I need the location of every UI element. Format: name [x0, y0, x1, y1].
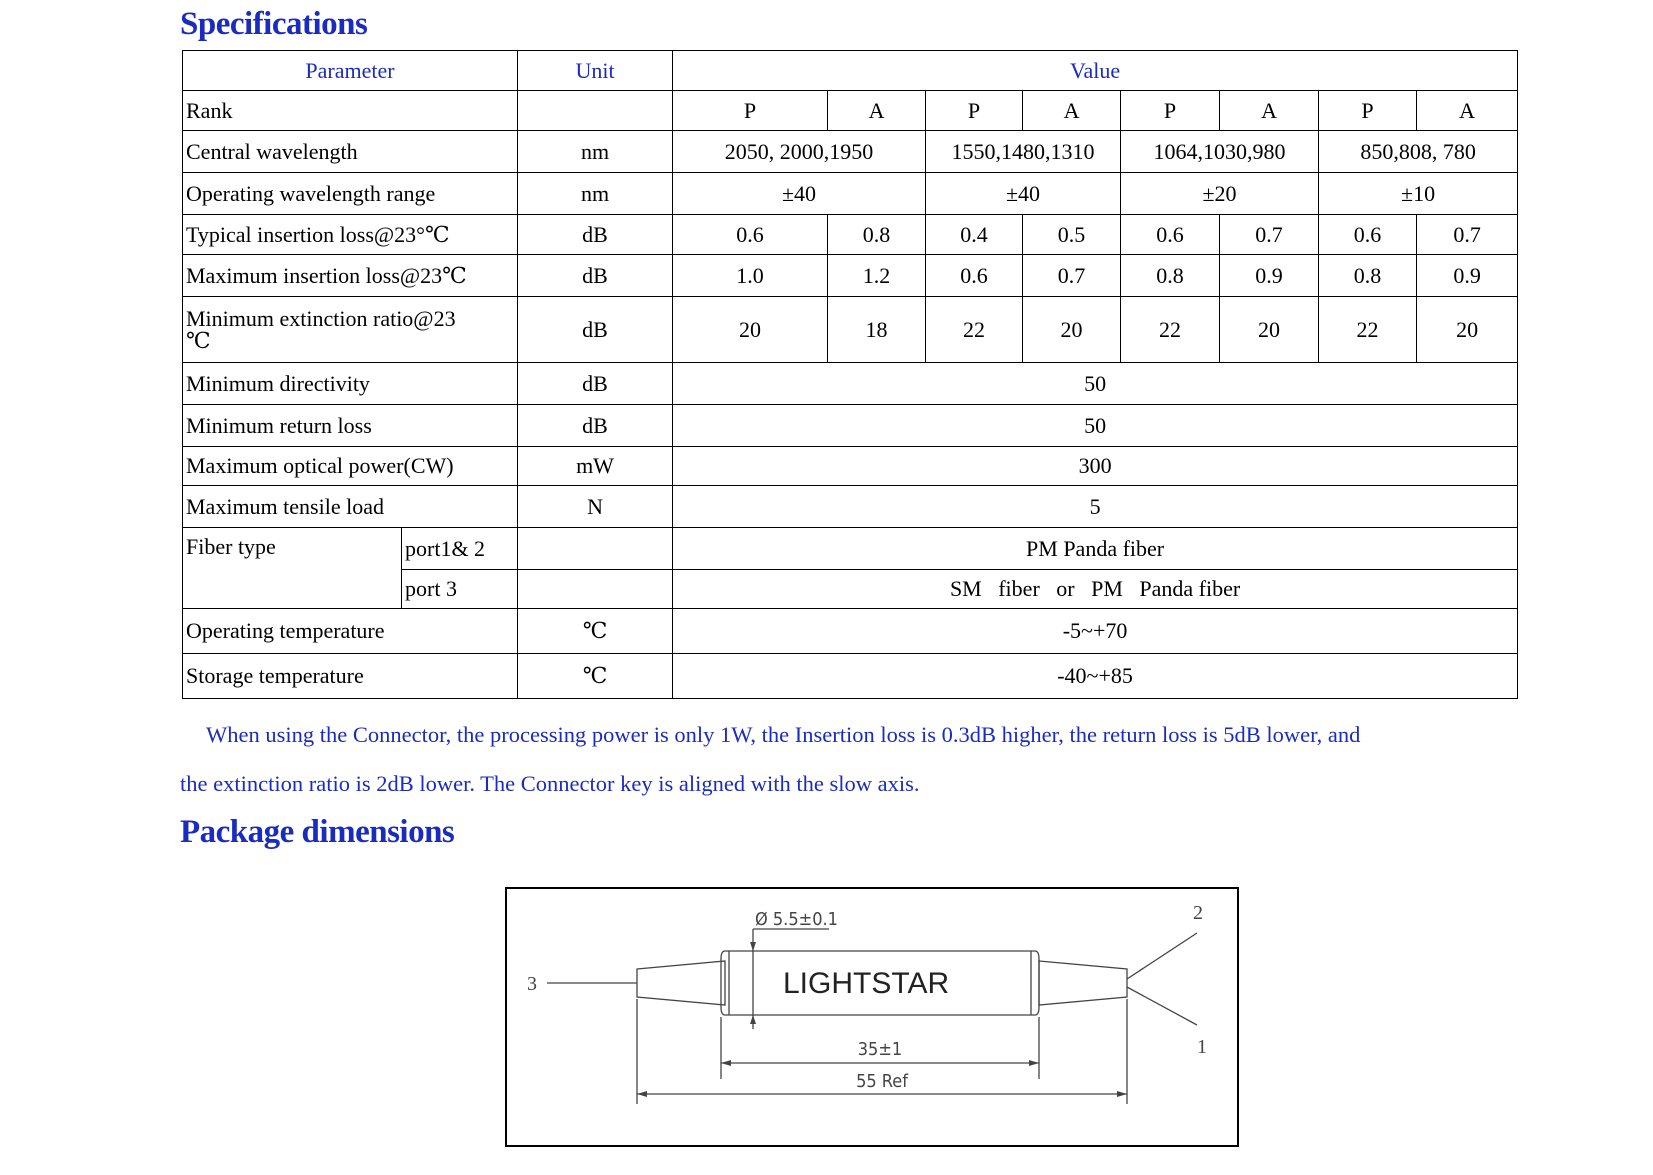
rank-cell: P [1319, 91, 1417, 131]
unit-cell: N [518, 486, 673, 528]
value-cell: SM fiber or PM Panda fiber [673, 570, 1518, 609]
value-cell: 1064,1030,980 [1121, 131, 1319, 173]
rank-cell: P [673, 91, 828, 131]
package-drawing [505, 887, 1239, 1147]
unit-cell: ℃ [518, 609, 673, 654]
table-row [183, 609, 1518, 654]
left-boot [637, 961, 725, 1005]
port-3-label: 3 [527, 973, 537, 995]
connector-note-line1: When using the Connector, the processing power is only 1W, the Insertion loss is 0.3dB higher, the return loss is 5dB lower, and [206, 722, 1361, 747]
value-cell: 1550,1480,1310 [926, 131, 1121, 173]
rank-cell: A [1023, 91, 1121, 131]
row-label: Maximum insertion loss@23℃ [183, 255, 518, 297]
row-label: Maximum tensile load [183, 486, 518, 528]
unit-cell: dB [518, 297, 673, 363]
row-label: Storage temperature [183, 654, 518, 699]
value-cell: 50 [673, 405, 1518, 447]
header-unit: Unit [518, 51, 673, 91]
unit-cell: nm [518, 131, 673, 173]
unit-cell: dB [518, 215, 673, 255]
unit-cell: ℃ [518, 654, 673, 699]
value-cell: 22 [1319, 297, 1417, 363]
value-cell: 2050, 2000,1950 [673, 131, 926, 173]
unit-cell: nm [518, 173, 673, 215]
total-length-label: 55 Ref [856, 1071, 908, 1092]
row-label: Fiber type [183, 528, 402, 609]
table-row [183, 405, 1518, 447]
value-cell: -5~+70 [673, 609, 1518, 654]
header-parameter: Parameter [183, 51, 518, 91]
row-label: Rank [183, 91, 518, 131]
value-cell: 0.9 [1417, 255, 1518, 297]
unit-cell: dB [518, 363, 673, 405]
port-2-label: 2 [1193, 902, 1203, 924]
value-cell: 0.8 [1121, 255, 1220, 297]
rank-cell: P [926, 91, 1023, 131]
rank-cell: P [1121, 91, 1220, 131]
table-row [183, 173, 1518, 215]
row-label [183, 297, 518, 363]
row-label: Maximum optical power(CW) [183, 447, 518, 486]
fiber-port-1 [1127, 987, 1197, 1025]
table-header-row [183, 51, 1518, 91]
table-row [183, 528, 1518, 570]
port-1-label: 1 [1197, 1036, 1207, 1058]
value-cell: ±40 [673, 173, 926, 215]
value-cell: 20 [1023, 297, 1121, 363]
rank-cell: A [1417, 91, 1518, 131]
value-cell: 0.4 [926, 215, 1023, 255]
value-cell: 0.6 [926, 255, 1023, 297]
value-cell: ±20 [1121, 173, 1319, 215]
value-cell: 0.6 [1319, 215, 1417, 255]
package-drawing-svg [507, 889, 1237, 1145]
specifications-table [182, 50, 1518, 699]
value-cell: -40~+85 [673, 654, 1518, 699]
table-row [183, 363, 1518, 405]
row-label: Minimum directivity [183, 363, 518, 405]
package-dimensions-title: Package dimensions [180, 814, 455, 850]
value-cell: 20 [1417, 297, 1518, 363]
row-label-line2: ℃ [186, 327, 211, 353]
table-row [183, 447, 1518, 486]
value-cell: 5 [673, 486, 1518, 528]
value-cell: 50 [673, 363, 1518, 405]
row-label: Operating temperature [183, 609, 518, 654]
value-cell: 0.7 [1417, 215, 1518, 255]
value-cell: 0.8 [828, 215, 926, 255]
value-cell: 300 [673, 447, 1518, 486]
row-label: Typical insertion loss@23°℃ [183, 215, 518, 255]
table-row [183, 486, 1518, 528]
row-label: Minimum return loss [183, 405, 518, 447]
value-cell: 18 [828, 297, 926, 363]
rank-cell: A [828, 91, 926, 131]
value-cell: 850,808, 780 [1319, 131, 1518, 173]
brand-label: LIGHTSTAR [783, 967, 950, 1000]
table-row [183, 215, 1518, 255]
right-boot [1039, 961, 1127, 1005]
connector-note-line2: the extinction ratio is 2dB lower. The Connector key is aligned with the slow axis. [180, 771, 920, 796]
body-length-label: 35±1 [857, 1039, 903, 1060]
row-label: Operating wavelength range [183, 173, 518, 215]
fiber-port-2 [1127, 933, 1197, 979]
value-cell: 0.6 [1121, 215, 1220, 255]
table-row [183, 297, 1518, 363]
value-cell: 0.7 [1220, 215, 1319, 255]
row-label-line1: Minimum extinction ratio@23 [186, 305, 456, 331]
value-cell: 22 [926, 297, 1023, 363]
value-cell: ±10 [1319, 173, 1518, 215]
value-cell: 20 [673, 297, 828, 363]
value-cell: ±40 [926, 173, 1121, 215]
value-cell: 0.6 [673, 215, 828, 255]
unit-cell: dB [518, 255, 673, 297]
row-label: Central wavelength [183, 131, 518, 173]
value-cell: 0.7 [1023, 255, 1121, 297]
value-cell: 20 [1220, 297, 1319, 363]
table-row [183, 654, 1518, 699]
table-row [183, 131, 1518, 173]
value-cell: 22 [1121, 297, 1220, 363]
value-cell: 1.2 [828, 255, 926, 297]
unit-cell: dB [518, 405, 673, 447]
unit-cell: mW [518, 447, 673, 486]
header-value: Value [673, 51, 1518, 91]
rank-cell: A [1220, 91, 1319, 131]
value-cell: 0.8 [1319, 255, 1417, 297]
value-cell: 0.5 [1023, 215, 1121, 255]
value-cell: 0.9 [1220, 255, 1319, 297]
value-cell: 1.0 [673, 255, 828, 297]
diameter-label: Ø 5.5±0.1 [755, 909, 838, 930]
value-cell: PM Panda fiber [673, 528, 1518, 570]
port-label: port1& 2 [402, 528, 518, 570]
table-row [183, 91, 1518, 131]
port-label: port 3 [402, 570, 518, 609]
table-row [183, 255, 1518, 297]
specifications-title: Specifications [180, 6, 368, 42]
